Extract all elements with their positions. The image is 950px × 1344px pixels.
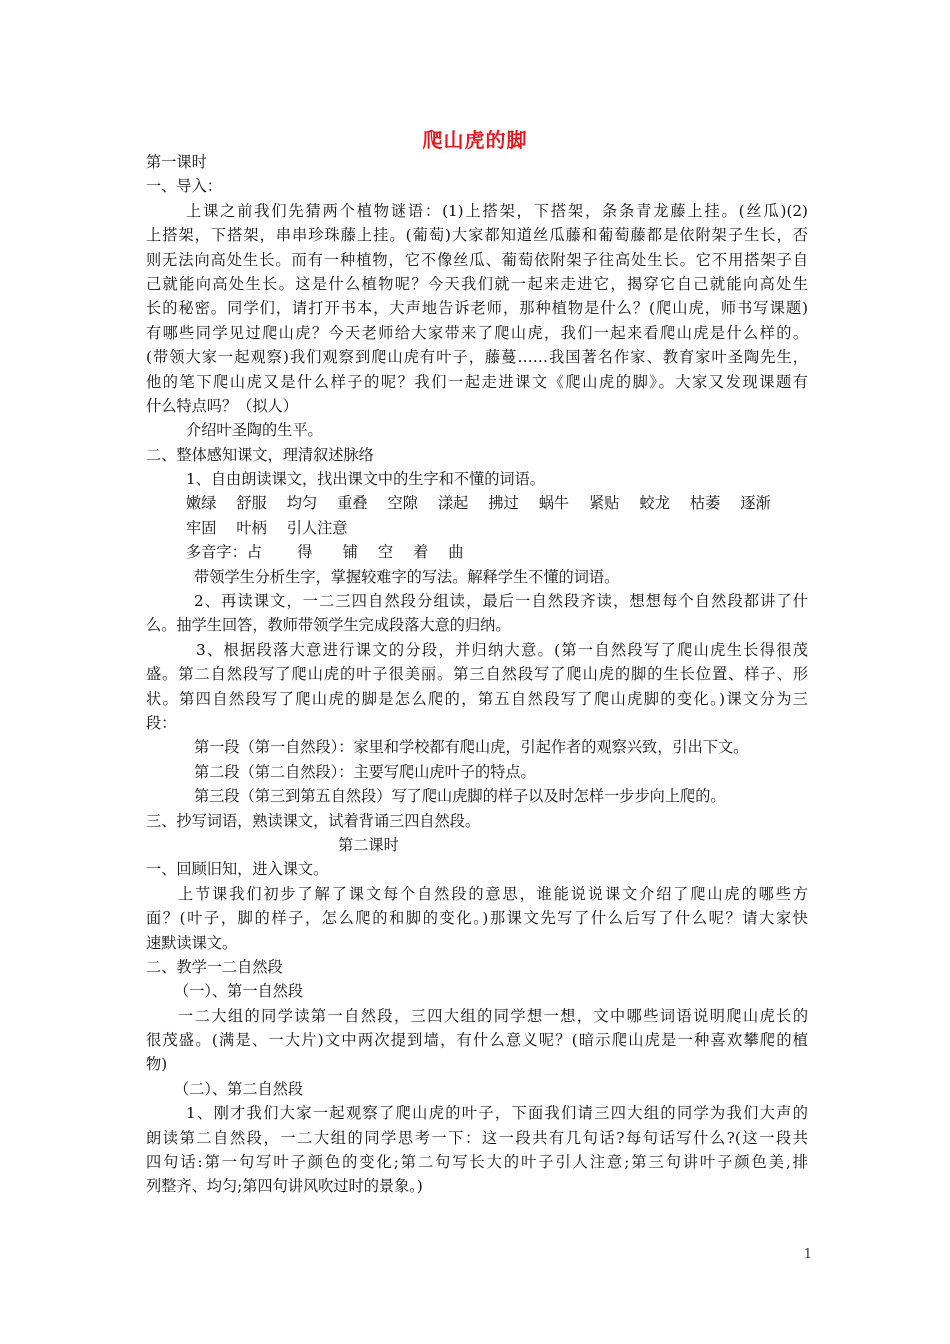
text-line: 面？(叶子，脚的样子，怎么爬的和脚的变化。)那课文先写了什么后写了什么呢？请大家快: [146, 909, 808, 928]
text-line: 3、根据段落大意进行课文的分段，并归纳大意。(第一自然段写了爬山虎生长得很茂: [196, 640, 808, 659]
text-line: 他的笔下爬山虎又是什么样子的呢？我们一起走进课文《爬山虎的脚》。大家又发现课题有: [146, 372, 808, 391]
text-line: 第一段（第一自然段）：家里和学校都有爬山虎，引起作者的观察兴致，引出下文。: [194, 738, 749, 757]
text-line: 第一课时: [146, 153, 207, 171]
text-line: 有哪些同学见过爬山虎？今天老师给大家带来了爬山虎，我们一起来看爬山虎是什么样的。: [146, 323, 808, 342]
text-line: 上课之前我们先猜两个植物谜语：(1)上搭架，下搭架，条条青龙藤上挂。(丝瓜)(2): [186, 201, 808, 220]
text-line: 什么特点吗？（拟人）: [146, 396, 298, 415]
text-line: 朗读第二自然段，一二大组的同学思考一下：这一段共有几句话?每句话写什么?(这一段共: [146, 1128, 808, 1147]
text-line: 则无法向高处生长。而有一种植物，它不像丝瓜、葡萄依附架子往高处生长。它不用搭架子自: [146, 250, 808, 269]
text-line: 上节课我们初步了解了课文每个自然段的意思，谁能说说课文介绍了爬山虎的哪些方: [178, 884, 808, 903]
text-line: 一、回顾旧知，进入课文。: [146, 860, 329, 879]
text-line: 长的秘密。同学们，请打开书本，大声地告诉老师，那种植物是什么？(爬山虎，师书写课题): [146, 299, 808, 318]
text-line: 己就能向高处生长。这是什么植物呢？今天我们就一起来走进它，揭穿它自己就能向高处生: [146, 274, 808, 293]
document-title: 爬山虎的脚: [422, 128, 528, 152]
text-line: 三、抄写词语，熟读课文，试着背诵三四自然段。: [146, 811, 481, 830]
text-line: 状。第四自然段写了爬山虎的脚是怎么爬的，第五自然段写了爬山虎脚的变化。)课文分为三: [146, 689, 808, 708]
text-line: 二、教学一二自然段: [146, 957, 283, 976]
text-line: 嫩绿 舒服 均匀 重叠 空隙 漾起 拂过 蜗牛 紧贴 蛟龙 枯萎 逐渐: [186, 494, 771, 513]
text-line: 一、导入：: [146, 177, 222, 196]
text-line: （一）、第一自然段: [174, 982, 304, 1001]
text-line: 二、整体感知课文，理清叙述脉络: [146, 445, 374, 464]
text-line: 四句话:第一句写叶子颜色的变化;第二句写长大的叶子引人注意;第三句讲叶子颜色美,排: [146, 1153, 808, 1172]
text-line: 段：: [146, 713, 177, 732]
text-line: 多音字：占 得 铺 空 着 曲: [186, 543, 464, 562]
text-line: 物): [146, 1055, 168, 1074]
text-line: 介绍叶圣陶的生平。: [186, 421, 323, 440]
text-line: 么。抽学生回答，教师带领学生完成段落大意的归纳。: [146, 616, 511, 635]
text-line: 列整齐、均匀;第四句讲风吹过时的景象。): [146, 1177, 423, 1196]
text-line: (带领大家一起观察)我们观察到爬山虎有叶子，藤蔓……我国著名作家、教育家叶圣陶先生，: [146, 348, 808, 367]
text-line: 盛。第二自然段写了爬山虎的叶子很美丽。第三自然段写了爬山虎的脚的生长位置、样子、形: [146, 665, 808, 684]
text-line: （二）、第二自然段: [174, 1079, 304, 1098]
page-number: 1: [803, 1247, 812, 1262]
text-line: 速默读课文。: [146, 933, 238, 952]
text-line: 第三段（第三到第五自然段）写了爬山虎脚的样子以及时怎样一步步向上爬的。: [194, 787, 726, 806]
text-line: 第二课时: [338, 835, 399, 854]
text-line: 很茂盛。(满是、一大片)文中两次提到墙，有什么意义呢？(暗示爬山虎是一种喜欢攀爬的植: [146, 1031, 808, 1050]
text-line: 第二段（第二自然段）：主要写爬山虎叶子的特点。: [194, 762, 536, 781]
text-line: 1、自由朗读课文，找出课文中的生字和不懂的词语。: [186, 470, 545, 489]
text-line: 1、刚才我们大家一起观察了爬山虎的叶子，下面我们请三四大组的同学为我们大声的: [186, 1104, 808, 1123]
document-body: [146, 150, 808, 1199]
text-line: 上搭架，下搭架，串串珍珠藤上挂。(葡萄)大家都知道丝瓜藤和葡萄藤都是依附架子生长，否: [146, 226, 808, 245]
text-line: 2、再读课文，一二三四自然段分组读，最后一自然段齐读，想想每个自然段都讲了什: [194, 592, 808, 611]
text-line: 带领学生分析生字，掌握较难字的写法。解释学生不懂的词语。: [194, 567, 620, 586]
text-line: 一二大组的同学读第一自然段，三四大组的同学想一想，文中哪些词语说明爬山虎长的: [178, 1006, 808, 1025]
text-line: 牢固 叶柄 引人注意: [186, 518, 348, 537]
